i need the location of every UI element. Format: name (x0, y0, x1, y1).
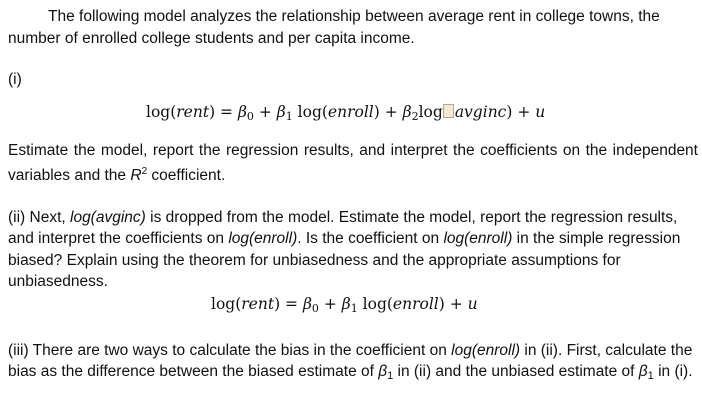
eq2-var-enroll: enroll (392, 294, 439, 313)
part-ii-paragraph (8, 207, 698, 293)
eq1-beta0-sub: 0 (246, 109, 254, 123)
part-ii-t1-italic: log(avginc) (70, 208, 146, 226)
part-i-label: (i) (8, 71, 22, 88)
part-ii-t3: . Is the coefficient on (297, 230, 444, 247)
part-iii-t1-italic: log(enroll) (451, 341, 521, 359)
eq1-term2-close: ) + (506, 102, 536, 121)
part-ii-t1: (ii) Next, (8, 208, 70, 226)
eq2-beta1: β (341, 294, 351, 313)
eq1-beta2: β (402, 102, 412, 121)
part-iii-beta-a-sub: 1 (387, 370, 394, 382)
problem-document (8, 6, 698, 388)
eq2-term1-fn: log( (357, 294, 393, 313)
part-ii-t2-italic: log(enroll) (228, 230, 298, 247)
eq1-plus: + (253, 102, 277, 121)
eq1-error-term: u (535, 102, 546, 121)
eq2-term1-close: ) + (438, 294, 468, 313)
r-squared-sup: 2 (141, 166, 148, 177)
part-iii-beta-b: β (638, 363, 648, 380)
part-iii-t3: in (ii) and the unbiased estimate of (393, 363, 639, 380)
eq1-var-rent: rent (176, 102, 210, 121)
part-iii-beta-a: β (378, 363, 388, 380)
equation-full-model (146, 101, 698, 128)
part-ii-t2: is dropped from the model. Estimate the model, report the regression results, and interpret the coefficients on (8, 208, 678, 247)
equation-simple-model (211, 293, 698, 320)
part-iii-t1: (iii) There are two ways to calculate the bias in the coefficient on (8, 341, 452, 359)
eq1-lhs: log( (146, 102, 177, 121)
part-ii-t4: in the simple regression biased? Explain using the theorem for unbiasedness and the appropriate assumptions for unbiasedness. (8, 230, 681, 290)
eq1-var-enroll: enroll (327, 102, 374, 121)
eq1-beta1-sub: 1 (285, 109, 293, 123)
eq2-beta0-sub: 0 (311, 301, 319, 315)
eq1-term1-fn: log( (292, 102, 328, 121)
part-iii-t4: in (i). (653, 363, 693, 380)
r-squared-symbol: R (130, 167, 142, 184)
part-i-text-before: Estimate the model, report the regression results, and interpret the coefficients on the independent variables and the (8, 141, 698, 184)
eq1-var-avginc: avginc (454, 102, 507, 121)
eq2-beta0: β (302, 294, 312, 313)
eq2-var-rent: rent (241, 294, 275, 313)
eq1-beta0: β (237, 102, 247, 121)
eq1-term2-fn: log (418, 102, 443, 121)
eq1-term1-close: ) + (373, 102, 403, 121)
missing-glyph-icon (443, 104, 454, 118)
eq1-beta1: β (276, 102, 286, 121)
eq2-error-term: u (467, 294, 478, 313)
eq2-beta1-sub: 1 (350, 301, 358, 315)
eq2-plus: + (318, 294, 342, 313)
eq2-lhs-close: ) = (274, 294, 303, 313)
part-ii-t3-italic: log(enroll) (443, 230, 513, 247)
part-iii-paragraph (8, 340, 698, 388)
eq1-lhs-close: ) = (209, 102, 238, 121)
part-iii-t2: in (ii). First, calculate the bias as the difference between the biased estimate of (8, 341, 693, 380)
part-iii-beta-b-sub: 1 (647, 370, 654, 382)
eq1-beta2-sub: 2 (411, 109, 419, 123)
part-i-text-after: coefficient. (147, 167, 226, 184)
part-i-instructions (8, 140, 698, 187)
intro-paragraph (8, 6, 698, 49)
eq2-lhs: log( (211, 294, 242, 313)
intro-text: The following model analyzes the relationship between average rent in college towns, the number of enrolled college students and per capita income. (8, 8, 660, 47)
